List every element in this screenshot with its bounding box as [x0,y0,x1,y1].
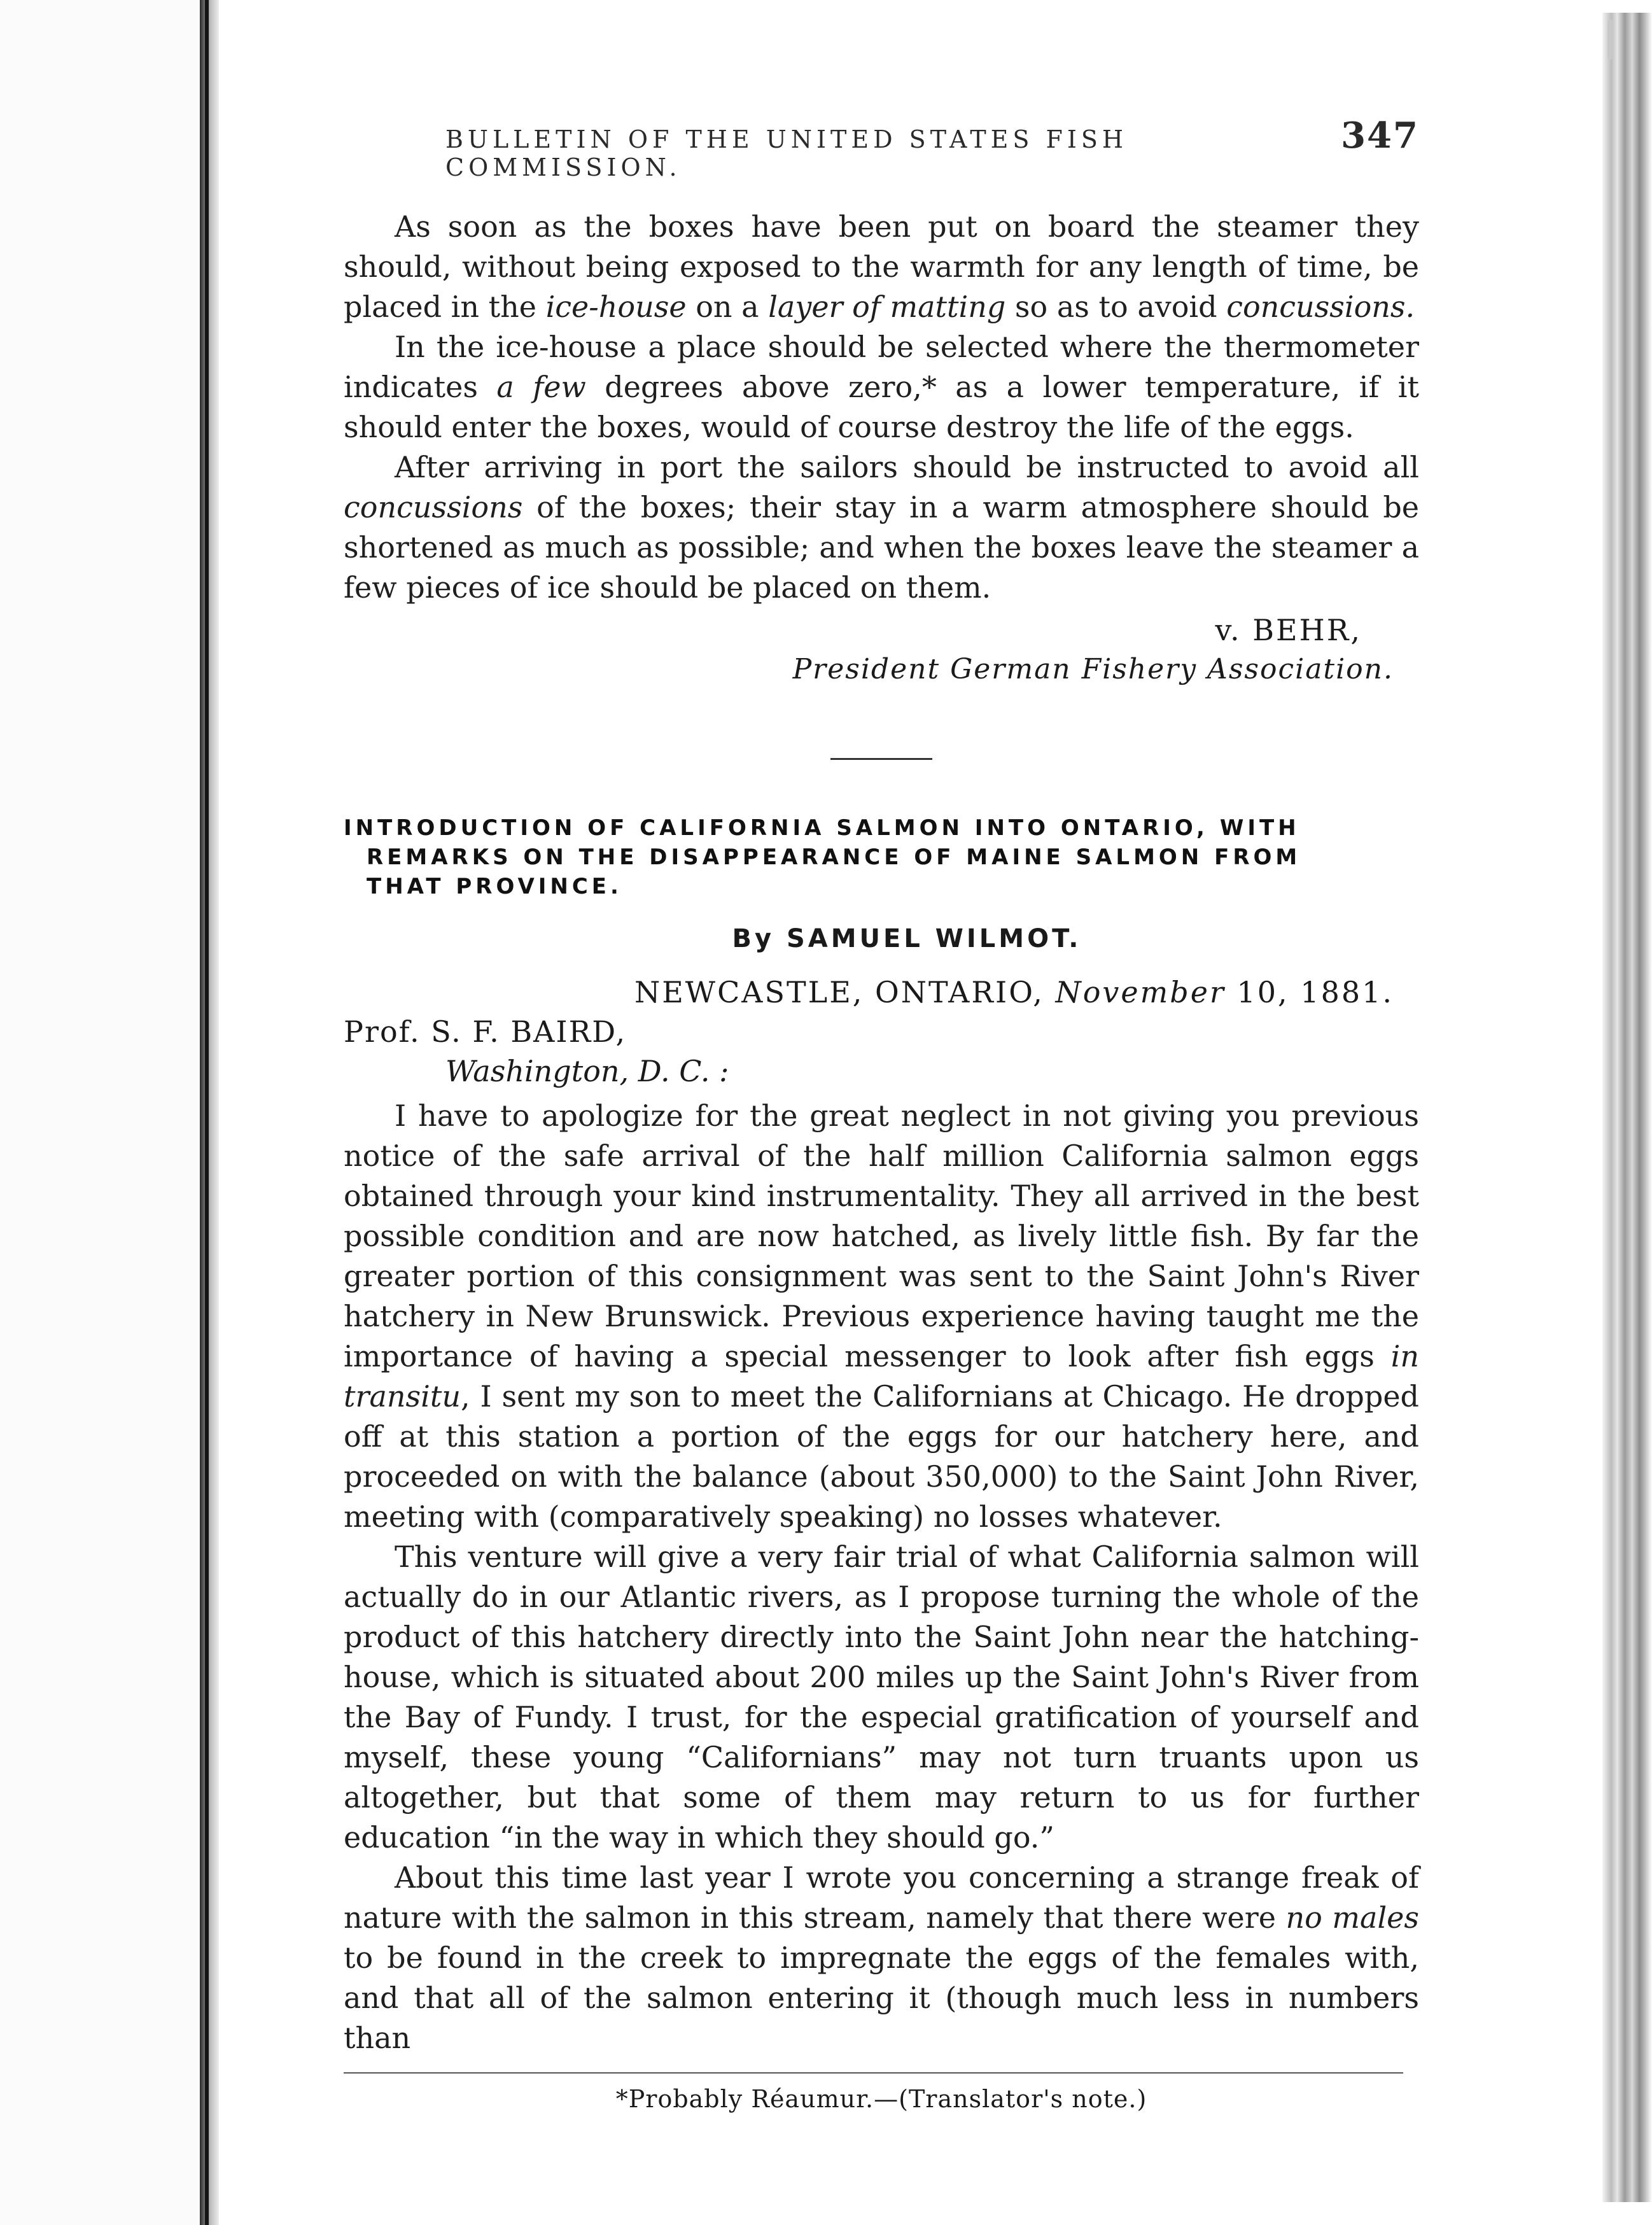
text-run: of the boxes; their stay in a warm atmosphere should be shortened as much as possible; and when the boxes leave the steamer a few pieces of ice should be placed on them. [344,490,1419,605]
text-run: to be found in the creek to impregnate the eggs of the females with, and that all of the salmon entering it (though much less in numbers than [344,1941,1419,2055]
paragraph [344,447,1419,608]
title-line: REMARKS ON THE DISAPPEARANCE OF MAINE SALMON FROM [367,845,1301,870]
byline: By SAMUEL WILMOT. [732,924,1082,953]
page-stack-edge [1602,13,1652,2202]
addressee-place: Washington, D. C. : [445,1054,729,1088]
page-number: 347 [1341,115,1419,157]
facing-page-edge [0,0,200,2225]
dateline-month: November [1055,975,1226,1009]
text-run: I have to apologize for the great neglect in not giving you previous notice of the safe arrival of the half million California salmon eggs obtained through your kind instrumentality. They all arrived in the best possible condition and are now hatched, as lively little fish. By far the greater portion of this consignment was sent to the Saint John's River hatchery in New Brunswick. Previous experience having taught me the importance of having a special messenger to look after fish eggs [344,1098,1419,1373]
text-run: degrees above zero,* as a lower temperature, if it should enter the boxes, would of course destroy the life of the eggs. [344,370,1420,444]
text-run: so as to avoid [1005,290,1227,324]
italic-run: in transitu [344,1339,1419,1414]
text-run: on a [686,290,769,324]
paragraph [344,1096,1419,1537]
text-run: , I sent my son to meet the Californians at Chicago. He dropped off at this station a portion of the eggs for our hatchery here, and proceeded on with the balance (about 350,000) to the Saint John River, meeting with (comparatively speaking) no losses whatever. [344,1379,1419,1534]
paragraph [344,1858,1419,2058]
italic-run: concussions [344,490,523,524]
article-title [344,813,1419,901]
italic-run: layer of matting [768,290,1006,324]
signature-name: v. BEHR, [1215,613,1362,647]
title-line: THAT PROVINCE. [367,874,622,899]
book-page [344,115,1419,2113]
italic-run: a few [496,370,586,404]
running-head [445,115,1419,181]
italic-run: ice-house [545,290,687,324]
scan-mark [1607,19,1613,60]
book-gutter-shadow [200,0,219,2225]
addressee: Prof. S. F. BAIRD, [344,1014,627,1049]
running-head-title: BULLETIN OF THE UNITED STATES FISH COMMISSION. [445,125,1128,181]
footnote-rule [344,2072,1403,2074]
paragraph: This venture will give a very fair trial of what California salmon will actually do in our Atlantic rivers, as I propose turning the whole of the product of this hatchery directly into the Saint John near the hatching-house, which is situated about 200 miles up the Saint John's River from the Bay of Fundy. I trust, for the especial gratification of yourself and myself, these young “Californians” may not turn truants upon us altogether, but that some of them may return to us for further education “in the way in which they should go.” [344,1540,1419,1855]
text-run: About this time last year I wrote you concerning a strange freak of nature with the salmon in this stream, namely that there were [344,1860,1419,1935]
dateline-date: 10, 1881. [1225,975,1394,1009]
text-run: After arriving in port the sailors should be instructed to avoid all [395,450,1419,484]
title-line: INTRODUCTION OF CALIFORNIA SALMON INTO ONTARIO, WITH [344,815,1300,841]
italic-run: no males [1285,1900,1420,1935]
gutter-line [205,0,209,2225]
dateline [344,972,1419,1012]
italic-run: concussions. [1226,290,1415,324]
text-run: In the ice-house a place should be selected where the thermometer indicates [344,330,1419,404]
footnote: *Probably Réaumur.—(Translator's note.) [615,2085,1147,2113]
section-divider [830,758,932,760]
paragraph [344,207,1419,327]
paragraph [344,327,1419,447]
text-run: As soon as the boxes have been put on board the steamer they should, without being exposed to the warmth for any length of time, be placed in the [344,209,1419,324]
signature-title: President German Fishery Association. [792,653,1394,685]
dateline-place: NEWCASTLE, ONTARIO, [634,975,1056,1009]
